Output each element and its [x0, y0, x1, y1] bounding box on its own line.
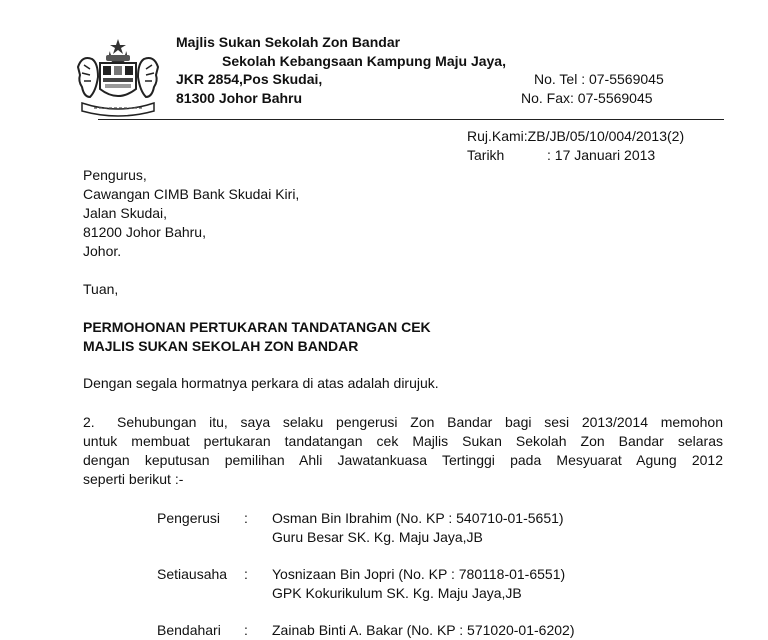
school-name: Sekolah Kebangsaan Kampung Maju Jaya,	[222, 53, 506, 69]
officer-position: GPK Kokurikulum SK. Kg. Maju Jaya,JB	[272, 585, 522, 601]
officer-role: Pengerusi	[157, 510, 221, 526]
subject-line-2: MAJLIS SUKAN SEKOLAH ZON BANDAR	[83, 338, 359, 354]
recipient-line: Johor.	[83, 243, 122, 259]
coat-of-arms-icon	[72, 37, 164, 119]
date-value: : 17 Januari 2013	[547, 147, 656, 163]
recipient-line: Jalan Skudai,	[83, 205, 168, 221]
tel-number: No. Tel : 07-5569045	[534, 71, 664, 87]
paragraph-line: untuk membuat pertukaran tandatangan cek Majlis Sukan Sekolah Zon Bandar selaras	[83, 433, 723, 449]
opening-sentence: Dengan segala hormatnya perkara di atas adalah dirujuk.	[83, 375, 439, 391]
officer-role: Bendahari	[157, 622, 221, 638]
date-label: Tarikh	[467, 147, 505, 163]
recipient-line: 81200 Johor Bahru,	[83, 224, 206, 240]
recipient-line: Pengurus,	[83, 167, 147, 183]
officer-name: Zainab Binti A. Bakar (No. KP : 571020-01-6202)	[272, 622, 575, 638]
officer-colon: :	[244, 566, 248, 582]
subject-line-1: PERMOHONAN PERTUKARAN TANDATANGAN CEK	[83, 319, 431, 335]
paragraph-line: seperti berikut :-	[83, 471, 184, 487]
reference-number: Ruj.Kami:ZB/JB/05/10/004/2013(2)	[467, 128, 685, 144]
officer-colon: :	[244, 622, 248, 638]
officer-role: Setiausaha	[157, 566, 228, 582]
paragraph-line: Sehubungan itu, saya selaku pengerusi Zon Bandar bagi sesi 2013/2014 memohon	[117, 414, 723, 430]
officer-position: Guru Besar SK. Kg. Maju Jaya,JB	[272, 529, 483, 545]
fax-number: No. Fax: 07-5569045	[521, 90, 653, 106]
officer-name: Yosnizaan Bin Jopri (No. KP : 780118-01-6551)	[272, 566, 566, 582]
paragraph-line: dengan keputusan pemilihan Ahli Jawatankuasa Tertinggi pada Mesyuarat Agung 2012	[83, 452, 723, 468]
recipient-line: Cawangan CIMB Bank Skudai Kiri,	[83, 186, 300, 202]
officer-name: Osman Bin Ibrahim (No. KP : 540710-01-5651)	[272, 510, 564, 526]
officer-colon: :	[244, 510, 248, 526]
paragraph-number: 2.	[83, 414, 95, 430]
address-line-2: 81300 Johor Bahru	[176, 90, 303, 106]
salutation: Tuan,	[83, 281, 119, 297]
address-line-1: JKR 2854,Pos Skudai,	[176, 71, 323, 87]
header-divider	[98, 119, 724, 120]
org-name: Majlis Sukan Sekolah Zon Bandar	[176, 34, 401, 50]
